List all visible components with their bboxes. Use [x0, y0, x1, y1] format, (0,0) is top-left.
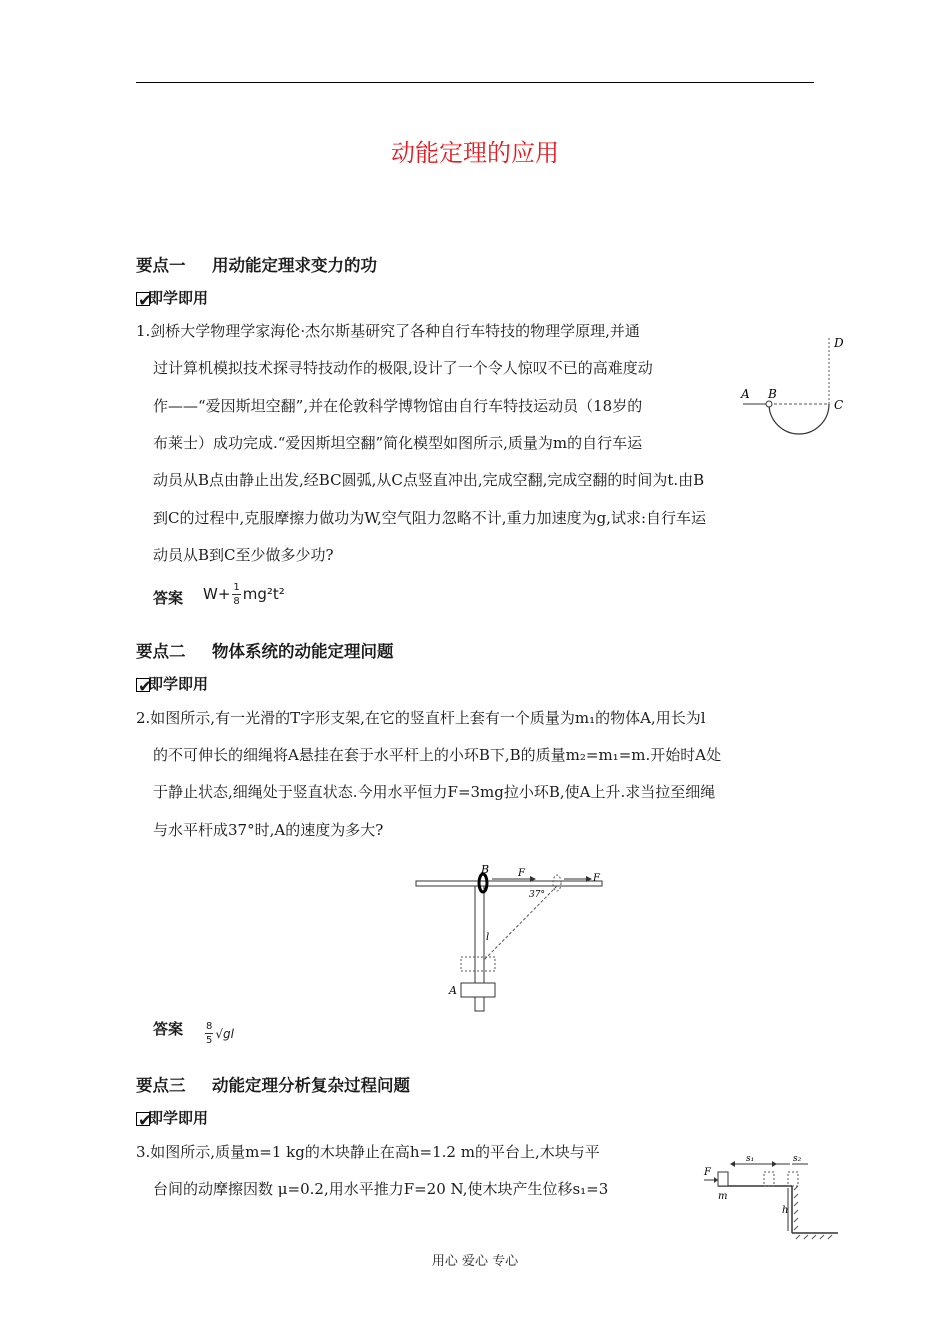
q2-line-1: 2.如图所示,有一光滑的T字形支架,在它的竖直杆上套有一个质量为m₁的物体A,用长为l [136, 709, 706, 727]
check-icon: ✔ [138, 291, 153, 311]
label-d: D [834, 336, 844, 350]
block-a-final [461, 957, 495, 971]
section-3-number: 要点三 [136, 1076, 186, 1095]
check-icon: ✔ [138, 1111, 153, 1131]
q2-line-4: 与水平杆成37°时,A的速度为多大? [153, 821, 384, 839]
section-3-title: 动能定理分析复杂过程问题 [212, 1076, 410, 1095]
q3-line-2: 台间的动摩擦因数 μ=0.2,用水平推力F=20 N,使木块产生位移s₁=3 [153, 1180, 609, 1198]
label-s1: s₁ [746, 1154, 755, 1164]
label-f: F [704, 1167, 711, 1178]
q3-line-1: 3.如图所示,质量m=1 kg的木块静止在高h=1.2 m的平台上,木块与平 [136, 1143, 600, 1161]
q1-line-1: 1.剑桥大学物理学家海伦·杰尔斯基研究了各种自行车特技的物理学原理,并通 [136, 322, 640, 340]
q1-answer: W+ $\frac{1}{8}$ mg²t² [203, 582, 285, 607]
fraction: $\frac{1}{8}$ [233, 582, 240, 607]
q2-answer: $\frac{8}{5}$ √gl [206, 1021, 234, 1046]
page-title: 动能定理的应用 [391, 139, 559, 167]
section-2-tag: ✔ 即学即用 [138, 675, 209, 697]
label-a: A [449, 984, 457, 997]
q2-line-3: 于静止状态,细绳处于竖直状态.今用水平恒力F=3mg拉小环B,使A上升.求当拉至细绳 [153, 783, 716, 801]
label-f2: F [593, 873, 600, 884]
ring-b [479, 874, 487, 892]
ground-hatch [796, 1235, 832, 1239]
q2-answer-label: 答案 [153, 1020, 184, 1038]
label-a: A [741, 387, 750, 401]
label-angle: 37° [529, 890, 545, 900]
section-3-heading [136, 1072, 410, 1096]
section-2-number: 要点二 [136, 642, 186, 661]
block-m-edge [788, 1172, 798, 1186]
q1-line-4: 布莱士）成功完成.“爱因斯坦空翻”简化模型如图所示,质量为m的自行车运 [153, 434, 643, 452]
label-s2: s₂ [793, 1154, 802, 1164]
label-b: B [481, 863, 490, 876]
figure-einstein-flip [735, 330, 855, 445]
q1-answer-label: 答案 [153, 589, 184, 607]
section-1-heading [136, 252, 377, 276]
q1-line-2: 过计算机模拟技术探寻特技动作的极限,设计了一个令人惊叹不已的高难度动 [153, 359, 653, 377]
label-h: h [782, 1205, 789, 1216]
section-2-heading [136, 638, 394, 662]
check-icon: ✔ [138, 677, 153, 697]
q2-line-2: 的不可伸长的细绳将A悬挂在套于水平杆上的小环B下,B的质量m₂=m₁=m.开始时A处 [153, 746, 722, 764]
section-1-tag: ✔ 即学即用 [138, 289, 209, 311]
block-m-moved [764, 1172, 774, 1186]
label-f1: F [518, 868, 525, 879]
q1-line-3: 作——“爱因斯坦空翻”,并在伦敦科学博物馆由自行车特技运动员（18岁的 [153, 397, 643, 415]
header-rule [136, 82, 814, 83]
block-m [718, 1172, 728, 1186]
block-a [461, 983, 495, 997]
q1-line-5: 动员从B点由静止出发,经BC圆弧,从C点竖直冲出,完成空翻,完成空翻的时间为t.由B [153, 471, 705, 489]
label-m: m [718, 1191, 728, 1202]
arc-bc [769, 404, 829, 434]
point-b [766, 401, 772, 407]
section-3-tag: ✔ 即学即用 [138, 1109, 209, 1131]
horizontal-rod [416, 881, 602, 886]
figure-platform [700, 1150, 845, 1242]
rope-final [484, 886, 557, 960]
ring-b-final [553, 875, 561, 891]
page-footer: 用心 爱心 专心 [431, 1254, 519, 1269]
fraction: $\frac{8}{5}$ [206, 1021, 213, 1046]
wall-hatch [794, 1186, 798, 1230]
section-2-title: 物体系统的动能定理问题 [212, 642, 394, 661]
label-c: C [834, 398, 844, 412]
label-l: l [486, 932, 490, 943]
figure-t-frame [412, 860, 612, 1018]
q1-line-6: 到C的过程中,克服摩擦力做功为W,空气阻力忽略不计,重力加速度为g,试求:自行车运 [153, 509, 707, 527]
q1-line-7: 动员从B到C至少做多少功? [153, 546, 334, 564]
section-1-number: 要点一 [136, 256, 186, 275]
label-b: B [768, 387, 777, 401]
section-1-title: 用动能定理求变力的功 [212, 256, 377, 275]
